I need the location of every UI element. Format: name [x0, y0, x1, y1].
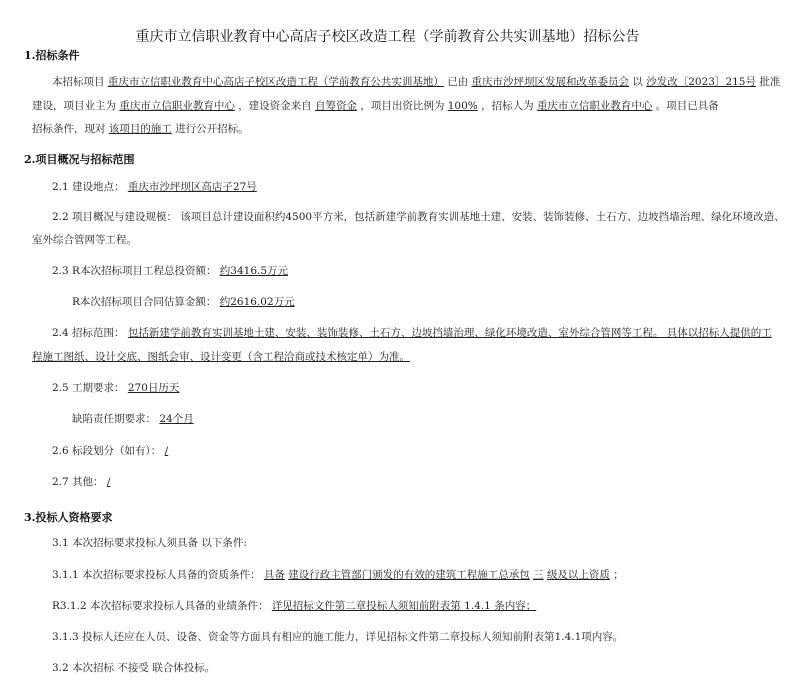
grade-tail: 级及以上资质 [546, 569, 610, 581]
section-heading-2: 2.项目概况与招标范围 [24, 153, 135, 166]
requirement-3-1: 3.1 本次招标要求投标人须具备 以下条件: [52, 537, 247, 549]
approver: 重庆市沙坪坝区发展和改革委员会 [471, 76, 630, 88]
location-value: 重庆市沙坪坝区高店子27号 [127, 181, 257, 193]
period-value: 270日历天 [127, 382, 180, 394]
tenderer: 重庆市立信职业教育中心 [536, 100, 653, 112]
label: 3.1.1 本次招标要求投标人具备的资质条件： [52, 569, 261, 581]
text: 已由 [447, 76, 469, 88]
project-scale-line-1: 2.2 项目概况与建设规模： 该项目总计建设面积约4500平方米，包括新建学前教育实训基地土建、安装、装饰装修、土石方、边坡挡墙治理、绿化环境改造、 [52, 211, 785, 223]
label: R3.1.2 本次招标要求投标人具备的业绩条件： [52, 600, 269, 612]
section-heading-3: 3.投标人资格要求 [24, 511, 113, 524]
requirement-3-2: 3.2 本次招标 不接受 联合体投标。 [52, 662, 216, 674]
text: 建设，项目业主为 [32, 100, 116, 112]
tender-scope: 该项目的施工 [108, 123, 172, 135]
funding-ratio: 100% [447, 100, 478, 112]
defect-liability-period [72, 411, 194, 426]
project-scale-line-2: 室外综合管网等工程。 [32, 234, 137, 246]
tender-range-line-2 [32, 349, 410, 364]
text: 招标条件，现对 [32, 123, 106, 135]
investment-value: 约3416.5万元 [219, 265, 289, 277]
text: 批准 [759, 76, 781, 88]
label: 2.3 R本次招标项目工程总投资额： [52, 265, 217, 277]
conditions-line-1 [52, 74, 780, 89]
performance-value: 详见招标文件第二章投标人须知前附表第 1.4.1 条内容； [271, 600, 537, 612]
requirement-3-1-2 [52, 598, 536, 613]
text: 。项目已具备 [655, 100, 719, 112]
label: 2.5 工期要求： [52, 382, 125, 394]
label: 2.6 标段划分（如有）： [52, 445, 162, 457]
label: 2.1 建设地点： [52, 181, 125, 193]
text: 本招标项目 [52, 76, 105, 88]
contract-estimate [72, 294, 295, 309]
approval-doc: 沙发改〔2023〕215号 [646, 76, 756, 88]
contract-value: 约2616.02万元 [219, 296, 295, 308]
text: ，项目出资比例为 [360, 100, 445, 112]
section-heading-1: 1.招标条件 [24, 49, 80, 62]
total-investment [52, 263, 288, 278]
other-info [52, 474, 110, 489]
page-title: 重庆市立信职业教育中心高店子校区改造工程（学前教育公共实训基地）招标公告 [135, 29, 640, 45]
text: ； [613, 569, 624, 581]
other-value: / [106, 476, 111, 488]
lot-division [52, 443, 168, 458]
range-text: 程施工图纸、设计交底、图纸会审、设计变更（含工程洽商或技术核定单）为准。 [32, 351, 410, 363]
label: R本次招标项目合同估算金额： [72, 296, 217, 308]
text: ，建设资金来自 [238, 100, 312, 112]
requirement-3-1-3: 3.1.3 投标人还应在人员、设备、资金等方面具有相应的施工能力，详见招标文件第二章投标人须知前附表第1.4.1项内容。 [52, 631, 624, 643]
defect-value: 24个月 [159, 413, 194, 425]
text: 以 [632, 76, 643, 88]
label: 缺陷责任期要求： [72, 413, 156, 425]
label: 2.7 其他： [52, 476, 104, 488]
construction-location [52, 179, 257, 194]
owner: 重庆市立信职业教育中心 [119, 100, 235, 112]
fund-source: 自筹资金 [315, 100, 358, 112]
conditions-line-3 [32, 121, 249, 136]
lot-value: / [164, 445, 169, 457]
grade: 三 [533, 569, 544, 581]
range-text: 包括新建学前教育实训基地土建、安装、装饰装修、土石方、边坡挡墙治理、绿化环境改造、室外综合管网等工程。 具体以招标人提供的工 [127, 327, 772, 339]
text: 进行公开招标。 [175, 123, 249, 135]
text: ，招标人为 [481, 100, 534, 112]
label: 2.4 招标范围： [52, 327, 125, 339]
qualification: 建设行政主管部门颁发的有效的建筑工程施工总承包 [288, 569, 530, 581]
has: 具备 [263, 569, 285, 581]
conditions-line-2 [32, 98, 719, 113]
project-name: 重庆市立信职业教育中心高店子校区改造工程（学前教育公共实训基地） [107, 76, 444, 88]
requirement-3-1-1 [52, 567, 624, 582]
construction-period [52, 380, 179, 395]
tender-range-line-1 [52, 325, 772, 340]
